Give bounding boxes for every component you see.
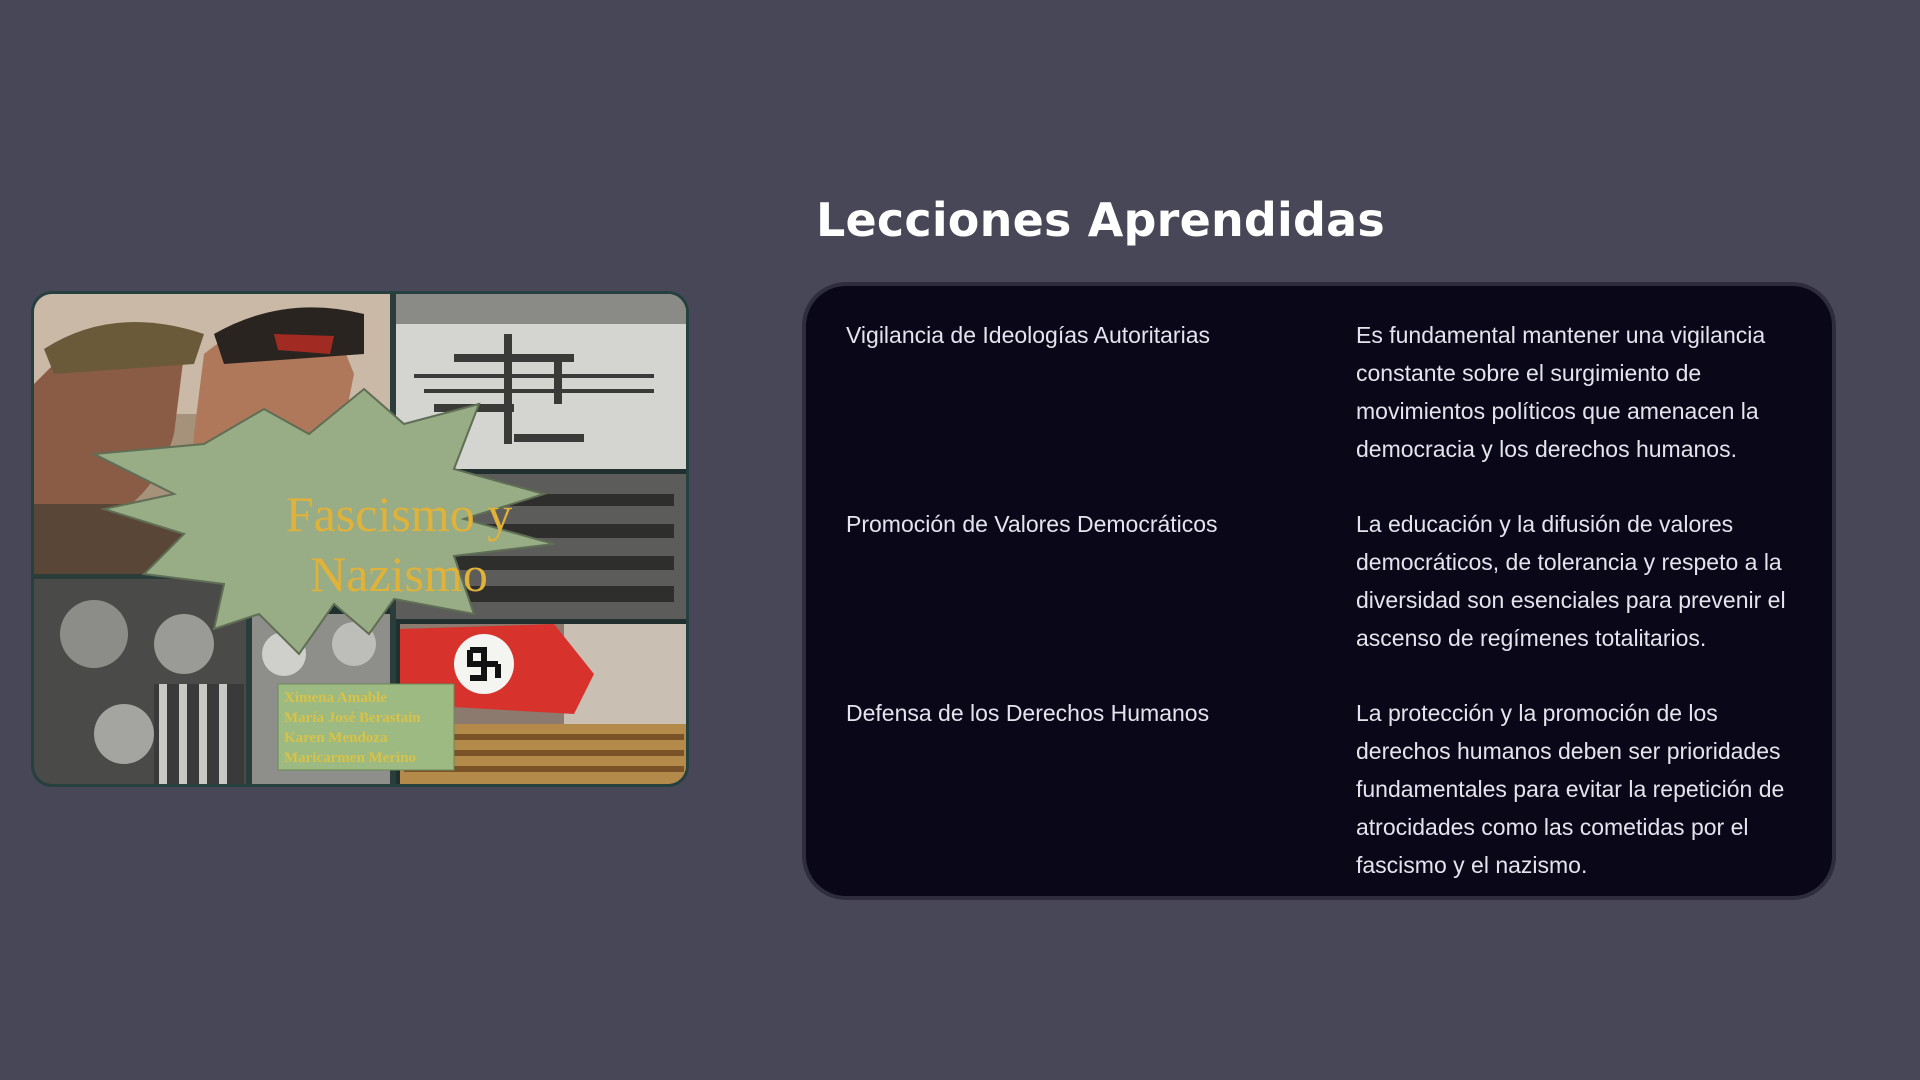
lesson-description: Es fundamental mantener una vigilancia constante sobre el surgimiento de movimientos políticos que amenacen la democracia y los derechos humanos. xyxy=(1356,322,1766,462)
collage-title-line: Fascismo y xyxy=(285,486,513,542)
lessons-table xyxy=(806,286,1832,896)
lesson-topic: Defensa de los Derechos Humanos xyxy=(846,700,1210,726)
collage-title-line: Nazismo xyxy=(310,546,488,602)
author-name: Maricarmen Merino xyxy=(284,750,417,766)
lesson-description: La educación y la difusión de valores democráticos, de tolerancia y respeto a la diversidad son esenciales para prevenir el ascenso de regímenes totalitarios. xyxy=(1356,511,1786,651)
collage-title xyxy=(234,484,564,604)
lesson-topic: Vigilancia de Ideologías Autoritarias xyxy=(846,322,1210,348)
author-name: María José Berastain xyxy=(284,710,421,726)
lesson-description: La protección y la promoción de los derechos humanos deben ser prioridades fundamentales para evitar la repetición de atrocidades como las cometidas por el fascismo y el nazismo. xyxy=(1356,700,1785,878)
collage-image xyxy=(34,294,686,784)
page-title: Lecciones Aprendidas xyxy=(816,193,1385,247)
author-name: Karen Mendoza xyxy=(284,730,388,746)
author-name: Ximena Amable xyxy=(284,690,387,706)
collage-authors xyxy=(284,688,454,768)
lesson-topic: Promoción de Valores Democráticos xyxy=(846,511,1218,537)
